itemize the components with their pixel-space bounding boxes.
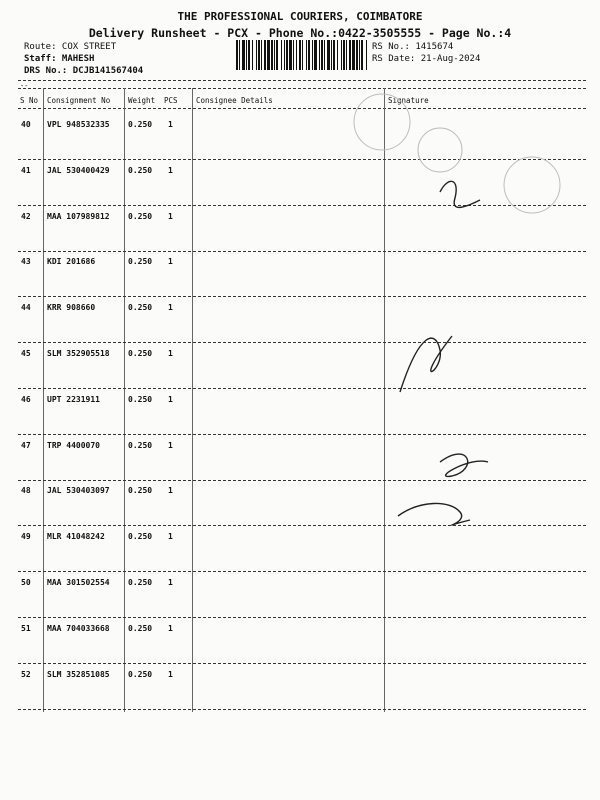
col-pcs-header: PCS (164, 96, 178, 105)
route-label: Route: COX STREET (24, 42, 117, 52)
row-consignment-number: TRP 4400070 (47, 441, 100, 450)
row-weight: 0.250 (128, 486, 153, 495)
stamp-impression (504, 157, 560, 213)
row-sno: 52 (21, 670, 31, 679)
consignee-handwriting: Cross cutting (195, 686, 285, 707)
rs-date: RS Date: 21-Aug-2024 (372, 54, 481, 64)
signature-handwriting: 91500 18271 (413, 314, 495, 334)
signature-scribble (400, 336, 452, 392)
row-sno: 50 (21, 578, 31, 587)
signature-handwriting: Ponnan 9618622752 (407, 405, 534, 429)
row-sno: 43 (21, 257, 31, 266)
consignee-handwriting: Cerg (207, 457, 241, 475)
row-weight: 0.250 (128, 349, 153, 358)
signature-handwriting: 9042938840 (407, 222, 485, 242)
row-sno: 47 (21, 441, 31, 450)
row-consignment-number: KRR 908660 (47, 303, 96, 312)
row-weight: 0.250 (128, 624, 153, 633)
row-pcs: 1 (168, 303, 173, 312)
row-weight: 0.250 (128, 257, 153, 266)
row-sno: 41 (21, 166, 31, 175)
rs-number: RS No.: 1415674 (372, 42, 454, 52)
consignee-handwriting: Russ sap (199, 640, 259, 659)
row-pcs: 1 (168, 441, 173, 450)
row-consignment-number: MLR 41048242 (47, 532, 105, 541)
consignee-handwriting: NSC (227, 182, 259, 200)
stamp-impression (418, 128, 462, 172)
row-sno: 44 (21, 303, 31, 312)
row-weight: 0.250 (128, 166, 153, 175)
row-pcs: 1 (168, 395, 173, 404)
signature-handwriting: R.B bear 9842223536 (391, 634, 526, 659)
row-sno: 49 (21, 532, 31, 541)
row-pcs: 1 (168, 166, 173, 175)
signature-handwriting: m.arumi 9865562645 (387, 268, 520, 292)
signature-handwriting: S.Ra 98430 23316 (413, 543, 527, 566)
row-sno: 45 (21, 349, 31, 358)
col-signature-header: Signature (388, 96, 429, 105)
consignee-handwriting: Sara (211, 595, 244, 612)
row-sno: 42 (21, 212, 31, 221)
row-weight: 0.250 (128, 532, 153, 541)
signature-scribble (440, 181, 480, 207)
row-consignment-number: JAL 530403097 (47, 486, 110, 495)
signature-handwriting: 9944144841 (407, 589, 485, 609)
consignee-handwriting: Poorni Bay (195, 366, 268, 385)
row-pcs: 1 (168, 670, 173, 679)
col-weight-header: Weight (128, 96, 156, 105)
row-pcs: 1 (168, 257, 173, 266)
consignee-handwriting: Murugan troy (195, 274, 288, 295)
col-sno-header: S No (20, 96, 39, 105)
company-title: THE PROFESSIONAL COURIERS, COIMBATORE (177, 10, 423, 23)
row-consignment-number: KDI 201686 (47, 257, 96, 266)
row-pcs: 1 (168, 624, 173, 633)
stamp-impression (354, 94, 410, 150)
consignee-handwriting: Sury (214, 137, 247, 154)
row-sno: 51 (21, 624, 31, 633)
row-weight: 0.250 (128, 212, 153, 221)
row-sno: 46 (21, 395, 31, 404)
signature-handwriting: 9894485578 (397, 497, 475, 517)
row-consignment-number: MAA 704033668 (47, 624, 110, 633)
row-consignment-number: MAA 301502554 (47, 578, 110, 587)
runsheet-subtitle: Delivery Runsheet - PCX - Phone No.:0422-3505555 - Page No.:4 (88, 26, 512, 40)
col-consignee-header: Consignee Details (196, 96, 273, 105)
row-consignment-number: SLM 352905518 (47, 349, 110, 358)
row-sno: 48 (21, 486, 31, 495)
consignee-handwriting: S Ramesh (197, 549, 265, 568)
row-weight: 0.250 (128, 395, 153, 404)
signature-scribble (440, 454, 488, 476)
drs-number: DRS No.: DCJB141567404 (24, 66, 144, 76)
consignee-handwriting: Santosh (199, 228, 254, 247)
consignee-handwriting: Mountoors (197, 503, 271, 523)
col-consignment-header: Consignment No (47, 96, 111, 105)
signature-scribble (398, 503, 470, 525)
row-pcs: 1 (168, 349, 173, 358)
row-weight: 0.250 (128, 670, 153, 679)
consignee-handwriting: Othu (211, 411, 246, 429)
row-consignment-number: SLM 352851085 (47, 670, 110, 679)
row-pcs: 1 (168, 212, 173, 221)
signature-handwriting: K.R Suresh 9486446757 (403, 360, 553, 385)
row-consignment-number: VPL 948532335 (47, 120, 110, 129)
row-consignment-number: JAL 530400429 (47, 166, 110, 175)
row-pcs: 1 (168, 120, 173, 129)
staff-label: Staff: MAHESH (24, 54, 95, 64)
row-consignment-number: UPT 2231911 (47, 395, 100, 404)
row-pcs: 1 (168, 532, 173, 541)
row-sno: 40 (21, 120, 31, 129)
row-weight: 0.250 (128, 578, 153, 587)
row-weight: 0.250 (128, 303, 153, 312)
consignee-handwriting: CSK Tnsc (199, 320, 265, 339)
row-pcs: 1 (168, 578, 173, 587)
row-weight: 0.250 (128, 441, 153, 450)
separator-mark: -- (20, 82, 29, 90)
row-weight: 0.250 (128, 120, 153, 129)
row-consignment-number: MAA 107989812 (47, 212, 110, 221)
signature-handwriting: Kumar 6203449229 (395, 680, 518, 704)
signature-handwriting: Le (423, 131, 440, 147)
signature-handwriting: Dostonis (445, 176, 500, 195)
row-pcs: 1 (168, 486, 173, 495)
